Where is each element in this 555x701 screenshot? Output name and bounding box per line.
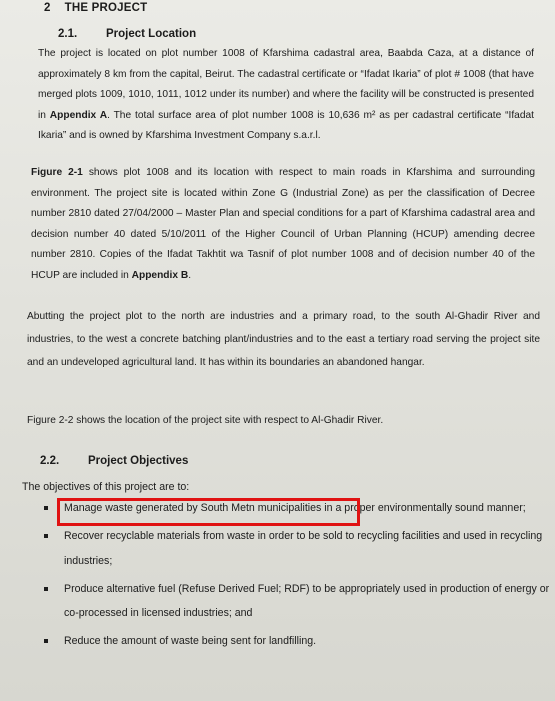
objective-text: Reduce the amount of waste being sent for landfilling. xyxy=(64,635,317,648)
paragraph-text: . The total surface area of plot number 1008 is 10,636 m² as per cadastral certificate “Ifadat Ikaria” and is owned by Kfarshima Investment Company s.a.r.l. xyxy=(38,109,534,141)
highlighted-text: Manage waste generated by South Metn municipalities xyxy=(64,502,322,514)
objective-text: Produce alternative fuel (Refuse Derived Fuel; RDF) to be appropriately used in production of energy or co-processed in licensed industries; and xyxy=(64,582,550,620)
subsection-title: Project Objectives xyxy=(88,455,189,467)
objective-text: Recover recyclable materials from waste in order to be sold to recycling facilities and used in recycling industries; xyxy=(64,530,543,567)
section-number: 2 xyxy=(44,2,51,14)
objective-text: in a proper environmentally sound manner; xyxy=(321,502,526,514)
figure-2-2-reference: Figure 2-2 xyxy=(27,415,74,426)
objective-item xyxy=(40,629,550,653)
objective-item xyxy=(40,577,550,626)
subsection-heading-objectives xyxy=(40,455,188,467)
objectives-list xyxy=(40,496,550,658)
objective-item xyxy=(40,496,550,520)
paragraph-surroundings: Abutting the project plot to the north are industries and a primary road, to the south Al-Ghadir River and industries, to the west a concrete batching plant/industries and to the east a tertiary road serving the project site and an undeveloped agricultural land. It has within its boundaries an abandoned hangar. xyxy=(27,311,540,368)
objective-item xyxy=(40,524,550,573)
subsection-number: 2.2. xyxy=(40,455,60,467)
subsection-title: Project Location xyxy=(106,28,197,40)
paragraph-text: shows plot 1008 and its location with respect to main roads in Kfarshima and surrounding environment. The project site is located within Zone G (Industrial Zone) as per the classification of Decree number 2810 dated 27/04/2000 – Master Plan and special conditions for a part of Kfarshima cadastral area and decision number 40 dated 5/10/2011 of the Higher Council of Urban Planning (HCUP) amending decree number 2810. Copies of the Ifadat Takhtit wa Tasnif of plot number 1008 and of decision number 40 of the HCUP are included in xyxy=(31,167,535,281)
paragraph-zoning xyxy=(31,163,535,286)
section-title: THE PROJECT xyxy=(64,2,148,14)
paragraph-location xyxy=(38,44,534,147)
paragraph-text: shows the location of the project site with respect to Al-Ghadir River. xyxy=(73,415,384,426)
subsection-number: 2.1. xyxy=(58,28,78,40)
figure-2-1-reference: Figure 2-1 xyxy=(31,167,83,178)
appendix-a-reference: Appendix A xyxy=(49,109,108,121)
appendix-b-reference: Appendix B xyxy=(131,269,189,281)
paragraph-figure-2-2 xyxy=(27,411,540,432)
subsection-heading-location xyxy=(58,28,196,40)
paragraph-text: The project is located on plot number 1008 of Kfarshima cadastral area, Baabda Caza, at a distance of approximately 8 km from the capital, Beirut. The cadastral certificate or “Ifadat Ikaria” of plot # 1008 (that have merged plots 1009, 1010, 1011, 1012 under its number) and where the facility will be constructed is presented in xyxy=(38,48,534,121)
paragraph-text: . xyxy=(188,269,192,281)
objectives-intro: The objectives of this project are to: xyxy=(22,481,190,493)
section-heading xyxy=(44,2,147,14)
